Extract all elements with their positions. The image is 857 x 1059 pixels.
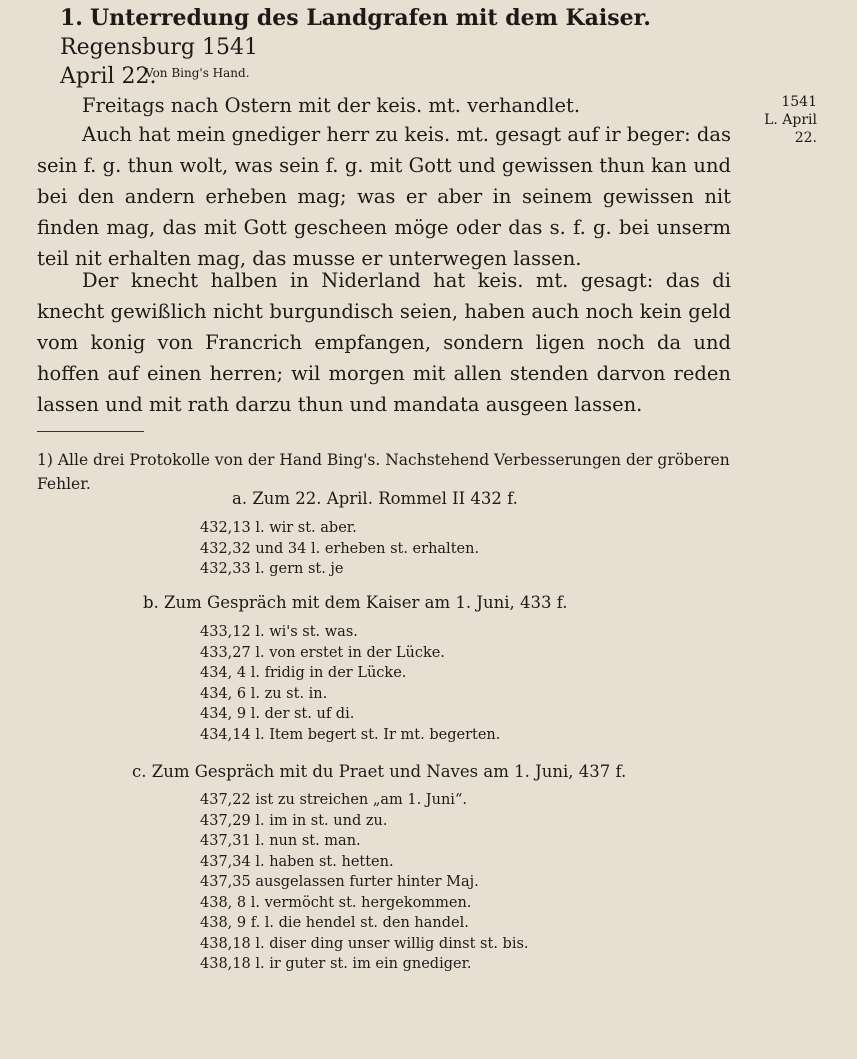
footnote-divider [37, 431, 144, 432]
correction-item: 433,12 l. wi's st. was. [200, 624, 358, 640]
correction-item: 432,13 l. wir st. aber. [200, 520, 357, 536]
paragraph-3: Der knecht halben in Niderland hat keis. mt. gesagt: das di knecht gewißlich nicht burgundisch seien, haben auch noch kein geld vom konig von Francrich empfangen, sondern ligen noch da und hoffen auf einen herren; wil morgen mit allen stenden darvon reden lassen und mit rath darzu thun und mandata ausgeen lassen. [37, 269, 731, 416]
correction-item: 437,35 ausgelassen furter hinter Maj. [200, 874, 479, 890]
margin-note [757, 93, 817, 147]
margin-date: L. April 22. [764, 112, 817, 146]
correction-item: 434,14 l. Item begert st. Ir mt. begerten. [200, 726, 501, 743]
correction-item: 437,31 l. nun st. man. [200, 833, 361, 849]
paragraph-1: Freitags nach Ostern mit der keis. mt. verhandlet. [82, 94, 581, 117]
correction-item: 438,18 l. ir guter st. im ein gnediger. [200, 956, 472, 972]
correction-item: 438, 8 l. vermöcht st. hergekommen. [200, 894, 472, 911]
correction-item: 433,27 l. von erstet in der Lücke. [200, 644, 445, 661]
hand-note: Von Bing's Hand. [145, 66, 250, 80]
chapter-number: 1. [60, 5, 83, 31]
correction-item: 438, 9 f. l. die hendel st. den handel. [200, 915, 469, 931]
correction-item: 438,18 l. diser ding unser willig dinst st. bis. [200, 935, 529, 952]
paragraph-2: Auch hat mein gnediger herr zu keis. mt. gesagt auf ir beger: das sein f. g. thun wolt, was sein f. g. mit Gott und gewissen thun kan und bei den andern erheben mag; was er aber in seinem gewissen nit finden mag, das mit Gott gescheen möge oder das s. f. g. bei unserm teil nit erhalten mag, das musse er unterwegen lassen. [37, 123, 731, 270]
correction-item: 434, 9 l. der st. uf di. [200, 706, 355, 722]
section-a-heading: a. Zum 22. April. Rommel II 432 f. [232, 489, 518, 508]
correction-item: 434, 4 l. fridig in der Lücke. [200, 665, 407, 681]
correction-item: 437,22 ist zu streichen „am 1. Juni“. [200, 792, 467, 808]
correction-item: 432,32 und 34 l. erheben st. erhalten. [200, 540, 480, 557]
correction-item: 432,33 l. gern st. je [200, 561, 344, 577]
section-a-list [200, 518, 479, 580]
correction-item: 434, 6 l. zu st. in. [200, 685, 328, 702]
chapter-date-cont: April 22. [60, 64, 157, 89]
section-c-heading: c. Zum Gespräch mit du Praet und Naves am 1. Juni, 437 f. [132, 762, 627, 781]
section-b-list [200, 622, 500, 745]
correction-item: 437,29 l. im in st. und zu. [200, 812, 388, 829]
correction-item: 437,34 l. haben st. hetten. [200, 853, 394, 870]
chapter-title: Unterredung des Landgrafen mit dem Kaiser. [89, 5, 651, 31]
chapter-place-date: Regensburg 1541 [60, 35, 258, 60]
footnote: 1) Alle drei Protokolle von der Hand Bing's. Nachstehend Verbesserungen der gröberen Fehler. [37, 451, 730, 493]
section-b-heading: b. Zum Gespräch mit dem Kaiser am 1. Juni, 433 f. [143, 593, 568, 612]
margin-year: 1541 [781, 94, 817, 110]
section-c-list [200, 790, 529, 975]
